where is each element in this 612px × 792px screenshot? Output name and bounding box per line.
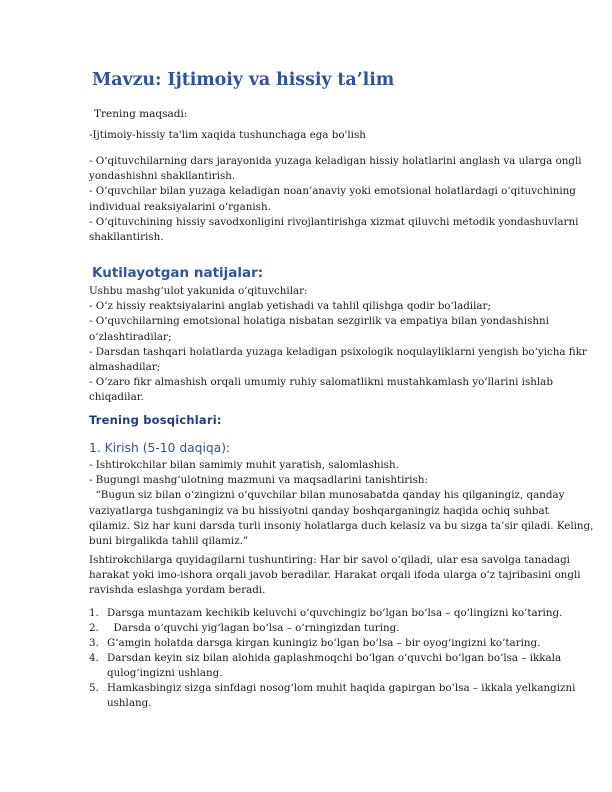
result-line: - O‘quvchilarning emotsional holatiga nisbatan sezgirlik va empatiya bilan yondashishni — [89, 315, 549, 328]
list-item-text: G‘amgin holatda darsga kirgan kuningiz bo‘lgan bo‘lsa – bir oyog‘ingizni ko‘taring. — [107, 637, 541, 649]
goal-item-line: - O‘qituvchilarning dars jarayonida yuzaga keladigan hissiy holatlarini anglash va ularga ongli — [89, 155, 582, 167]
steps-list — [89, 606, 575, 711]
result-line: - O‘zaro fikr almashish orqali umumiy ruhiy salomatlikni mustahkamlash yo‘llarini ishlab — [89, 376, 553, 389]
list-item-number: 1. — [89, 607, 99, 619]
list-item-text: Darsga muntazam kechikib keluvchi o‘quvchingiz bo‘lgan bo‘lsa – qo‘lingizni ko‘taring. — [107, 607, 563, 619]
goal-item-line: shakllantirish. — [89, 231, 164, 244]
result-line: chiqadilar. — [89, 391, 144, 404]
intro-line: “Bugun siz bilan o‘zingizni o‘quvchilar bilan munosabatda qanday his qilganingiz, qanday — [89, 489, 565, 502]
list-item-number: 2. — [89, 622, 99, 634]
list-item-number: 4. — [89, 652, 99, 664]
list-item-text: Darsdan keyin siz bilan alohida gaplashmoqchi bo‘lgan o‘quvchi bo‘lgan bo‘lsa – ikkala — [107, 652, 562, 664]
results-heading: Kutilayotgan natijalar: — [92, 265, 264, 281]
list-item-number: 3. — [89, 637, 99, 649]
intro-paragraph — [89, 458, 593, 549]
list-item — [89, 651, 575, 681]
list-item-text: qulog‘ingizni ushlang. — [107, 667, 223, 679]
list-item — [89, 606, 575, 621]
stages-heading: Trening bosqichlari: — [89, 413, 222, 427]
results-list — [89, 284, 587, 406]
explain-line: ravishda eslashga yordam beradi. — [89, 584, 266, 597]
result-line: - Darsdan tashqari holatlarda yuzaga keladigan psixologik noqulayliklarni yengish bo‘yicha fikr — [89, 345, 587, 358]
goal-line: -Ijtimoiy-hissiy ta'lim xaqida tushunchaga ega bo'lish — [89, 129, 366, 141]
explain-line: harakat yoki imo-ishora orqali javob beradilar. Harakat orqali ifoda ularga o‘z tajribasini ongli — [89, 569, 581, 582]
intro-line: vaziyatlarga tushganingiz va bu hissiyotni qanday boshqarganingiz haqida ochiq suhbat — [89, 504, 549, 517]
list-item — [89, 636, 575, 651]
intro-heading: 1. Kirish (5-10 daqiqa): — [89, 441, 231, 455]
goal-item-line: individual reaksiyalarini o‘rganish. — [89, 200, 271, 213]
goal-item-line: - O‘quvchilar bilan yuzaga keladigan noan’anaviy yoki emotsional holatlardagi o‘qituvchining — [89, 185, 576, 198]
list-item-number: 5. — [89, 682, 99, 694]
list-item-text: Hamkasbingiz sizga sinfdagi nosog‘lom muhit haqida gapirgan bo‘lsa – ikkala yelkangizni — [107, 682, 576, 694]
list-item-text: ushlang. — [107, 697, 152, 709]
goal-label: Trening maqsadi: — [94, 108, 188, 120]
intro-line: - Bugungi mashg‘ulotning mazmuni va maqsadlarini tanishtirish: — [89, 474, 428, 487]
intro-line: - Ishtirokchilar bilan samimiy muhit yaratish, salomlashish. — [89, 459, 399, 471]
explain-paragraph — [89, 553, 581, 599]
result-line: almashadilar; — [89, 361, 161, 374]
goal-item-line: yondashishni shakllantirish. — [89, 170, 236, 183]
explain-line: Ishtirokchilarga quyidagilarni tushuntiring: Har bir savol o‘qiladi, ular esa savolga tanadagi — [89, 554, 570, 566]
intro-line: qilamiz. Siz har kuni darsda turli insoniy holatlarga duch kelasiz va bu sizga ta’sir qiladi. Keling, — [89, 519, 594, 532]
result-line: - O‘z hissiy reaktsiyalarini anglab yetishadi va tahlil qilishga qodir bo‘ladilar; — [89, 300, 491, 313]
result-line: o‘zlashtiradilar; — [89, 330, 172, 343]
goals-list — [89, 154, 582, 245]
intro-line: buni birgalikda tahlil qilamiz.” — [89, 535, 249, 548]
list-item-text: Darsda o‘quvchi yig‘lagan bo‘lsa – o‘rningizdan turing. — [107, 622, 400, 634]
list-item — [89, 681, 575, 711]
list-item — [89, 621, 575, 636]
goal-item-line: - O‘qituvchining hissiy savodxonligini rivojlantirishga xizmat qiluvchi metodik yondashuvlarni — [89, 215, 579, 228]
document-title: Mavzu: Ijtimoiy va hissiy ta’lim — [92, 70, 395, 90]
result-line: Ushbu mashg‘ulot yakunida o‘qituvchilar: — [89, 285, 308, 297]
